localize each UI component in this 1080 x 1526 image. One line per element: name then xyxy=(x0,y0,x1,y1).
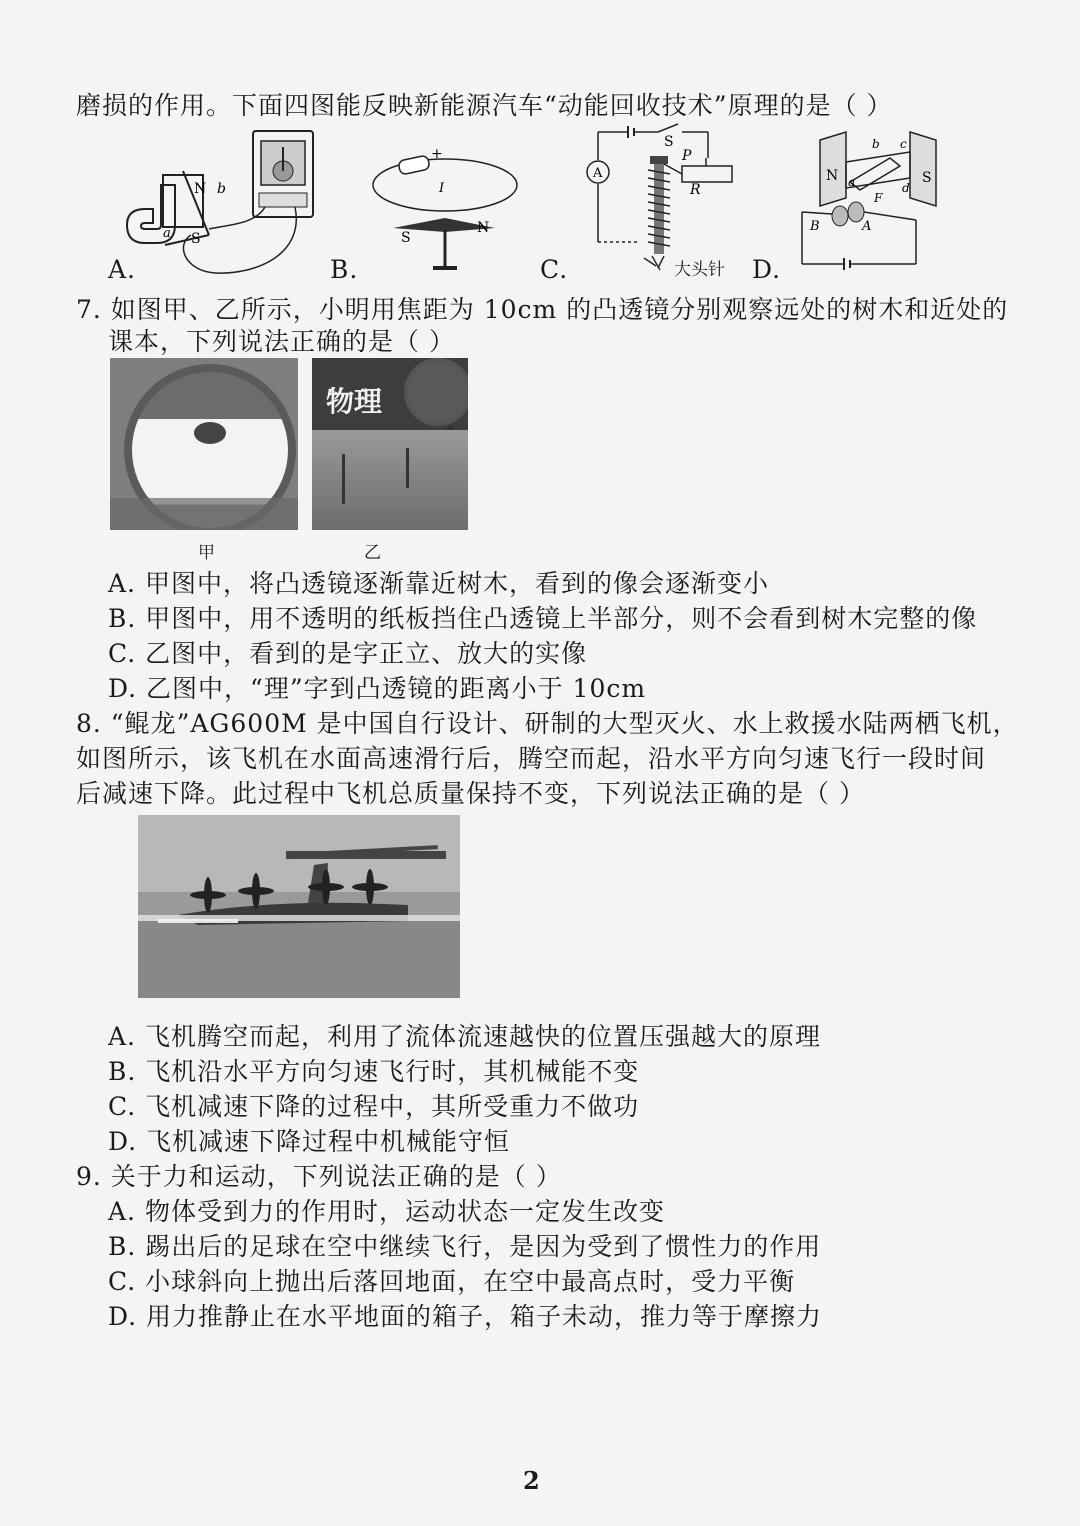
svg-text:S: S xyxy=(401,230,411,246)
svg-text:B: B xyxy=(810,219,820,234)
caption-yi: 乙 xyxy=(364,543,381,563)
svg-text:d: d xyxy=(902,181,910,195)
svg-text:F: F xyxy=(874,191,883,205)
q7-stem-line2: 课本，下列说法正确的是（ ） xyxy=(108,327,455,356)
q8-option-c: C. 飞机减速下降的过程中，其所受重力不做功 xyxy=(108,1092,640,1121)
figure-d-motor xyxy=(790,122,970,272)
svg-text:A: A xyxy=(862,219,872,234)
photo-seaplane xyxy=(138,815,460,998)
q7-option-d: D. 乙图中，“理”字到凸透镜的距离小于 10cm xyxy=(108,674,647,703)
q7-option-c: C. 乙图中，看到的是字正立、放大的实像 xyxy=(108,639,588,668)
page-number: 2 xyxy=(523,1466,540,1495)
svg-text:b: b xyxy=(217,181,226,197)
fig-a-n: N xyxy=(194,181,207,197)
svg-text:c: c xyxy=(900,137,907,151)
q9-option-b: B. 踢出后的足球在空中继续飞行，是因为受到了惯性力的作用 xyxy=(108,1232,822,1261)
q7-option-a: A. 甲图中，将凸透镜逐渐靠近树木，看到的像会逐渐变小 xyxy=(108,569,769,598)
q8-stem-line1: 8. “鲲龙”AG600M 是中国自行设计、研制的大型灭火、水上救援水陆两栖飞机， xyxy=(76,709,1019,738)
q8-stem-line3: 后减速下降。此过程中飞机总质量保持不变，下列说法正确的是（ ） xyxy=(76,779,865,808)
svg-text:a: a xyxy=(848,175,856,189)
q9-option-a: A. 物体受到力的作用时，运动状态一定发生改变 xyxy=(108,1197,665,1226)
svg-text:A: A xyxy=(593,166,603,181)
svg-text:a: a xyxy=(163,226,171,241)
svg-text:R: R xyxy=(690,182,701,198)
book-title-text: 物理 xyxy=(326,385,383,418)
caption-jia: 甲 xyxy=(198,543,215,563)
q8-option-a: A. 飞机腾空而起，利用了流体流速越快的位置压强越大的原理 xyxy=(108,1022,821,1051)
figure-c-electromagnet xyxy=(578,118,738,278)
figure-d-label: D. xyxy=(752,255,782,284)
svg-text:S: S xyxy=(191,231,201,247)
q9-option-c: C. 小球斜向上抛出后落回地面，在空中最高点时，受力平衡 xyxy=(108,1267,796,1296)
q6-stem-end: 磨损的作用。下面四图能反映新能源汽车“动能回收技术”原理的是（ ） xyxy=(76,91,893,120)
q7-option-b: B. 甲图中，用不透明的纸板挡住凸透镜上半部分，则不会看到树木完整的像 xyxy=(108,604,978,633)
figure-b-label: B. xyxy=(330,255,359,284)
figure-a-generator xyxy=(105,125,335,285)
svg-text:+: + xyxy=(431,146,443,162)
svg-text:S: S xyxy=(664,134,674,150)
q7-stem-line1: 7. 如图甲、乙所示，小明用焦距为 10cm 的凸透镜分别观察远处的树木和近处的 xyxy=(76,295,1009,324)
svg-text:S: S xyxy=(922,170,932,186)
photo-yi-magnifier-book xyxy=(312,358,468,530)
svg-text:I: I xyxy=(439,181,445,196)
figure-c-label: C. xyxy=(540,255,569,284)
svg-text:P: P xyxy=(682,148,692,164)
q8-option-b: B. 飞机沿水平方向匀速飞行时，其机械能不变 xyxy=(108,1057,640,1086)
photo-jia-magnifier-trees xyxy=(110,358,298,530)
q8-option-d: D. 飞机减速下降过程中机械能守恒 xyxy=(108,1127,511,1156)
figure-a-label: A. xyxy=(108,255,137,284)
svg-text:N: N xyxy=(826,168,839,184)
fig-c-pins: 大头针 xyxy=(674,260,725,280)
svg-text:b: b xyxy=(872,137,880,151)
q8-stem-line2: 如图所示，该飞机在水面高速滑行后，腾空而起，沿水平方向匀速飞行一段时间 xyxy=(76,744,987,773)
figure-b-oersted xyxy=(365,140,535,275)
q9-stem: 9. 关于力和运动，下列说法正确的是（ ） xyxy=(76,1162,562,1191)
svg-text:N: N xyxy=(477,220,490,236)
q9-option-d: D. 用力推静止在水平地面的箱子，箱子未动，推力等于摩擦力 xyxy=(108,1302,823,1331)
